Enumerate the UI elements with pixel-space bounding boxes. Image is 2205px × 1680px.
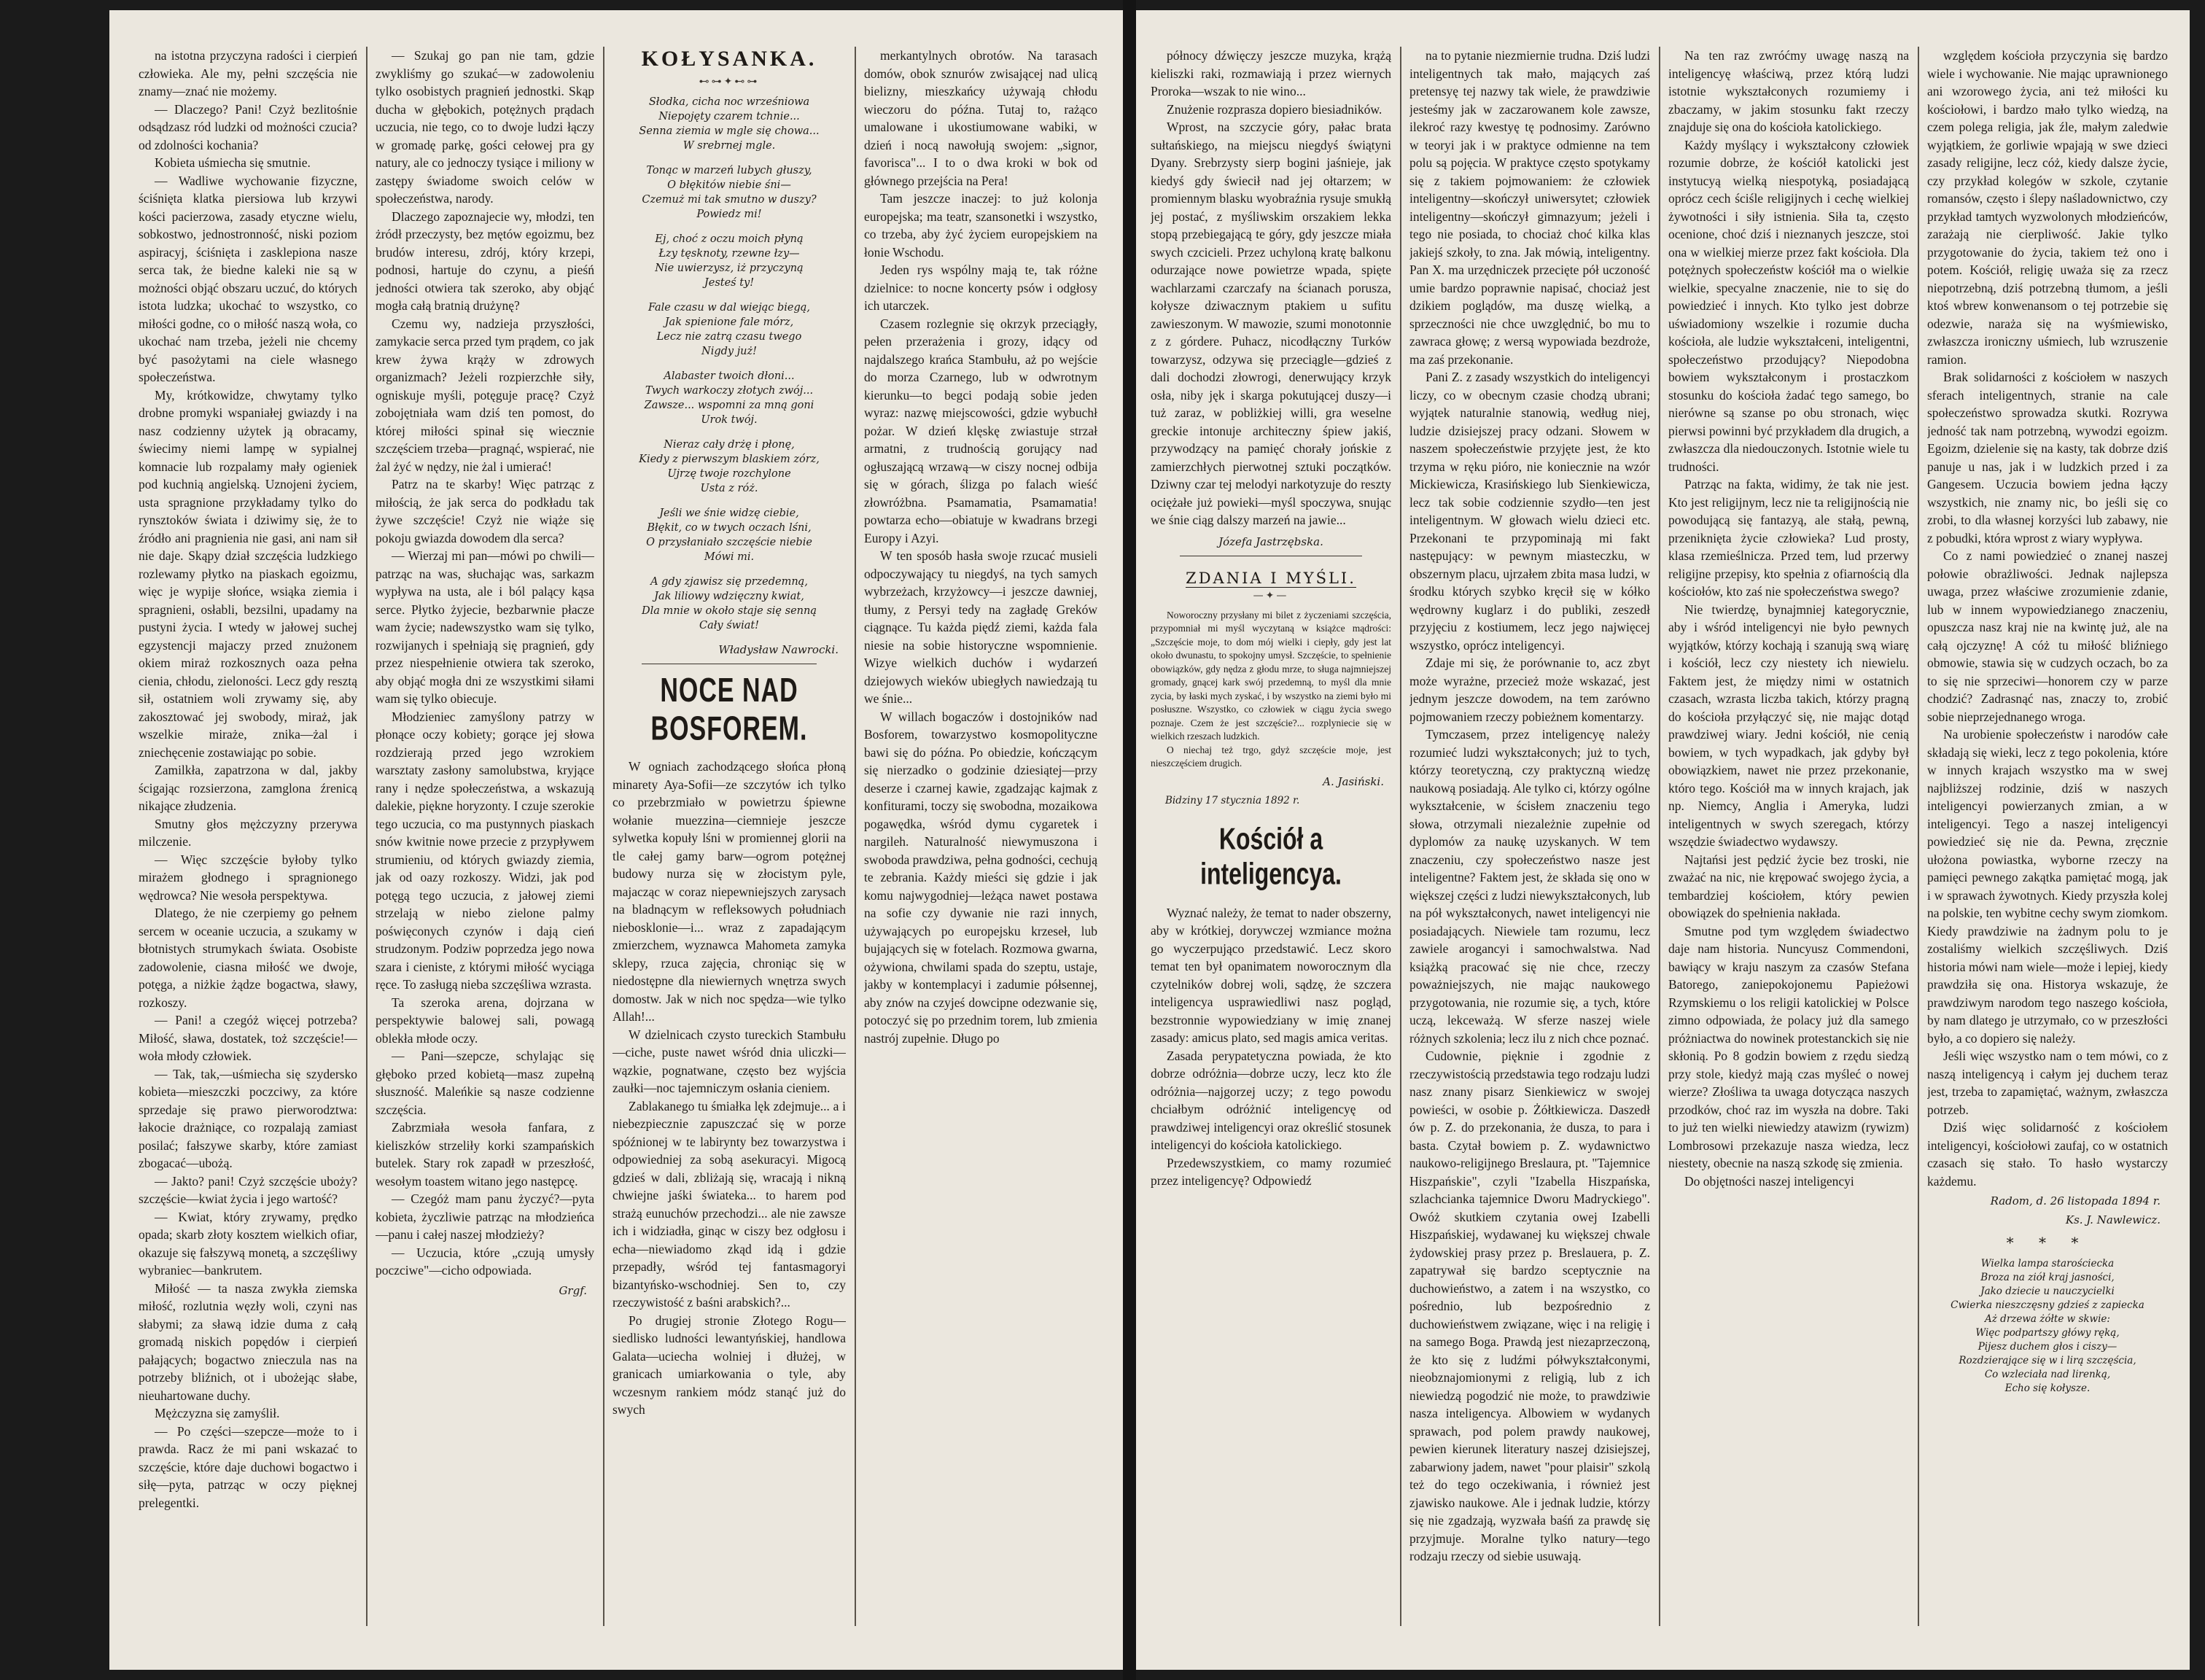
paragraph: Przedewszystkiem, co mamy rozumieć przez inteligencyę? Odpowiedź <box>1151 1155 1391 1188</box>
left-col4-text <box>864 47 1097 1047</box>
left-col-3 <box>612 47 846 1641</box>
poem-stanza: A gdy zjawisz się przedemną, Jak liliowy wdzięczny kwiat, Dla mnie w około staje się senną Cały świat! <box>642 576 817 631</box>
signature-place-radom: Radom, d. 26 listopada 1894 r. <box>1990 1194 2161 1208</box>
paragraph: Czemu wy, nadzieja przyszłości, zamykacie serca przed tym prądem, co jak krew żywa krąży w zdrowych organizmach? Jeżeli rozpierzchłe siły, ogniskuje myśli, potęguje pracę? Czyż zobojętniała wam dziś ten pomost, do której miłości spinał się wiecznie szczęściem trzeba—pragnąć, wspierać, nie żal żyć w nędzy, nie żal i umierać! <box>376 316 594 474</box>
paragraph: Najtańsi jest pędzić życie bez troski, nie zważać na nic, nie krępować swojego życia, a tembardziej kościołem, który pewien obowiązek do spełnienia nakłada. <box>1668 852 1909 920</box>
column-rule <box>1400 47 1401 1626</box>
ornament: ⊷⊶✦⊷⊶ <box>699 76 760 88</box>
right-col1-text <box>1151 47 1391 529</box>
paragraph: Na urobienie społeczeństw i narodów całe składają się wieki, lecz z tego pokolenia, które w innych krajach wszystko ma w swej najbliższej rodzinie, dziś w naszych inteligencyi powierzanych zmian, a w inteligencyi. Tego a naszej inteligencyi powiedzieć się nie da. Pewna, zręcznie ułożona powiastka, wyborne rzeczy na pamięci pewnego zakątka pamiętać mogą, jak i w sprawach żywotnych. Kiedy przyszła kolej na polskie, ten wybitne cechy swym ziomkom. Kiedy prawdziwie na żadnym polu to je zostaliśmy wielkich szczęśliwych. Dziś historia mówi nam wiele—może i lepiej, kiedy prawdziła się ona. Historya wskazuje, że prawdziwym narodom tego naszego kościoła, by nam dlatego je utrzymało, co w przeszłości było, a co dopiero się należy. <box>1927 727 2168 1046</box>
signature-nawlewicz: Ks. J. Nawlewicz. <box>2065 1213 2161 1226</box>
paragraph: Patrząc na fakta, widimy, że tak nie jest. Kto jest religijnym, lecz nie ta religijnością nie powodującą się fantazyą, ale stałą, pewną, przeniknięta życie człowieka? Lud prosty, klasa rzemieślnicza. Przed tem, lud przerwy religijne przepisy, kto spełnia z ofiarnością dla kościołów, kto zaś nie społeczeństwa swego? <box>1668 477 1909 599</box>
paragraph: Znużenie rozprasza dopiero biesiadników. <box>1167 101 1382 117</box>
left-col-1 <box>139 47 357 1641</box>
paragraph: — Jakto? pani! Czyż szczęście uboży? szczęście—kwiat życia i jego wartość? <box>139 1173 357 1206</box>
paragraph: Smutne pod tym względem świadectwo daje nam historia. Nuncyusz Commendoni, bawiący w kraju naszym za czasów Stefana Batorego, zaniepokojonemu Papieżowi Rzymskiemu o los religii katolickiej w Polsce zimno odpowiada, że polacy już dla samego próżniactwa do nowinek protestanckich się nie skłonią. Po 8 godzin bowiem z rzędu siedzą przy stole, kiedyż mają czas myśleć o nowej wierze? Złośliwa ta uwaga dotycząca naszych przodków, choć raz im wyszła na dobre. Taki to już ten wielki niewiedzy atawizm (rywizm) Lombrosowi przekazuje nasza wiedza, lecz niestety, obecnie na naszą szkodę się zmienia. <box>1668 923 1909 1170</box>
final-poem: Wielka lampa starościecka Broza na ziół kraj jasności, Jako dziecie u nauczycielki Cwierka nieszczęsny gdzieś z zapiecka Aż drzewa żółte w skwie: Więc podpartszy główy ręką, Pijesz duchem głos i ciszy— Rozdzierające się w i lirą szczęścia, Co wzleciała nad lirenką, Echo się kołysze. <box>1951 1258 2144 1394</box>
left-col3-text <box>612 758 846 1419</box>
poem-signature: Władysław Nawrocki. <box>718 643 839 656</box>
paragraph: merkantylnych obrotów. Na tarasach domów, obok sznurów zwisającej nad ulicą bielizny, mieszkańcy używają chłodu wieczoru do późna. Tutaj to, rażąco umalowane i ukostiumowane wabiki, w dzień i nocą nawołują swojem: „signor, favorisca"... I to o dwa kroki w bok od głównego przejścia na Pera! <box>864 48 1097 188</box>
paragraph: Zablakanego tu śmiałka lęk zdejmuje... a i niebezpiecznie zapuszczać się w porze spóźnionej w te labirynty bez towarzystwa i odpowiedniej za sobą asekuracyi. Migocą gdzieś w dali, zbliżają się, wracają i nikną chwiejne jaśki świateka... to harem pod strażą eunuchów przechodzi... ale nie zawsze ich i widziadła, ginąc w ciszy bez odgłosu i echa—niewiadomo zkąd idą i gdzie przepadły, wśród tej fantasmagoryi bizantyńsko-wschodniej. Sen to, czy rzeczywistość z baśni arabskich?... <box>612 1098 846 1310</box>
paragraph: — Pani—szepcze, schylając się głęboko przed kobietą—masz zupełną słuszność. Maleńkie są nasze codzienne szczęścia. <box>376 1049 594 1117</box>
left-col-4 <box>864 47 1097 1641</box>
paragraph: W willach bogaczów i dostojników nad Bosforem, towarzystwo kosmopolityczne bawi się do późna. Po obiedzie, kończącym się nierzadko o godzinie dziesiątej—przy deserze i czarnej kawie, zgadzając kajmak z konfiturami, toczy się swobodna, mozaikowa pogawędka, wśród dymu cygaretek i nargileh. Naturalność niewymuszona i swoboda prawdziwa, pełna godności, cechują te zebrania. Każdy mieści się gdzie i jak komu najwygodniej—leżąca nawet postawa na sofie czy dywanie nie razi innych, używających po europejsku krzeseł, lub bujających się w fotelach. Rozmowa gwarna, ożywiona, chwilami spada do szeptu, ustaje, jakby w kontemplacyi i zadumie półsennej, aby znów na czyjeś dowcipne odezwanie się, potoczyć się po przednim torem, lub zmienia nastrój zupełnie. Długo po <box>864 709 1097 1046</box>
poem-stanza: Tonąc w marzeń lubych głuszy, O błękitów niebie śni— Czemuż mi tak smutno w duszy? Powiedz mi! <box>642 165 817 220</box>
right-col3-text <box>1668 47 1909 1190</box>
poem-title: KOŁYSANKA. <box>641 47 817 71</box>
ornament: —✦— <box>1253 589 1289 602</box>
paragraph: Czasem rozlegnie się okrzyk przeciągły, pełen przerażenia i grozy, idący od najdalszego krańca Stambułu, aż po wejście do morza Czarnego, lub w odwrotnym kierunku—to begci podają sobie jeden wyraz: nazwę miejscowości, gdzie wybuchł pożar. W dzień klęskę zwiastuje strzał armatni, z trudnością gorujący nad ogłuszającą wrzawą—w ciszy nocnej odbija się w górach, ślizga po falach wieść złowróżbna. Psamamatia, Psamamatia! powtarza echo—obiatuje w kwadrans brzegi Europy i Azyi. <box>864 316 1097 545</box>
paragraph: W ogniach zachodzącego słońca płoną minarety Aya-Sofii—ze szczytów ich tylko co przebrzmiało w powietrzu śpiewne wołanie muezzina—ciemnieje jeszcze sylwetka kopuły lśni w promiennej glorii na tle całej gamy barw—ogrom potężnej budowy nurza się w złocistym pyle, majacząc w coraz niepewniejszych zarysach na bladnącym w refleksowych południach niebosklonie—i... wraz z zapadającym zmierzchem, wyznawca Mahometa zamyka sklepy, rzuca zajęcia, chroniąc się w niedostępne dla niewiernych wnętrza swych domostw. Jak w nich noc spędza—wie tylko Allah!... <box>612 759 846 1024</box>
column-rule <box>603 47 604 1626</box>
right-col2-text <box>1409 47 1650 1566</box>
left-col1-text <box>139 47 357 1512</box>
paragraph: Na ten raz zwróćmy uwagę naszą na inteligencyę właściwą, przez którą ludzi istotnie wykształconych rozumiemy i zbaczamy, w jakim stosunku fakt rzeczy znajduje się ona do kościoła katolickiego. <box>1668 48 1909 134</box>
right-col-2 <box>1409 47 1650 1641</box>
paragraph: W ten sposób hasła swoje rzucać musieli odpoczywający tu niegdyś, na tych samych wybrzeżach, krzyżowcy—i jeszcze dawniej, tłumy, z Persyi tedy na zagładę Greków ciągnące. Tu każda piędź ziemi, każda fala niesie na sobie historyczne wspomnienie. Wizye wielkich duchów i wydarzeń dziejowych wieków ubiegłych nawiedzają tu we śnie... <box>864 548 1097 706</box>
paragraph: Zdaje mi się, że porównanie to, acz zbyt może wyrażne, przecież może wskazać, jest jednym jeszcze dowodem, na tem zarówno pojmowaniem rzeczy pobieżnem komentarzy. <box>1409 656 1650 724</box>
paragraph: Patrz na te skarby! Więc patrząc z miłością, że jak serca do podkładu tak żywe szczęście! Czyż nie wiąże się pokoju gwiazda dowodem dla serca? <box>376 477 594 545</box>
paragraph: Zasada perypatetyczna powiada, że kto dobrze odróżnia—dobrze uczy, lecz kto źle odróżnia—najgorzej uczy; z tego powodu chciałbym odróżnić inteligencyę od prawdziwej inteligencyi oraz określić stosunek inteligencyi do kościoła katolickiego. <box>1151 1048 1391 1152</box>
paragraph: Dlaczego zapoznajecie wy, młodzi, ten żródł przeczysty, bez mętów egoizmu, bez brudów interesu, zdrój, który krzepi, podnosi, hartuje do czynu, a pieśń jedności otwiera tak szeroko, aby objąć mogła całą bratnią drużynę? <box>376 209 594 313</box>
poem-stanza: Jeśli we śnie widzę ciebie, Błękit, co w twych oczach lśni, O przysłaniało szczęście niebie Mówi mi. <box>646 508 812 563</box>
paragraph: Jeden rys wspólny mają te, tak różne dzielnice: to nocne koncerty psów i odgłosy ich utarczek. <box>864 262 1097 313</box>
paragraph: — Pani! a czegóż więcej potrzeba? Miłość, sława, dostatek, toż szczęście!—woła młody człowiek. <box>139 1013 357 1063</box>
paragraph: Dlatego, że nie czerpiemy go pełnem sercem w oceanie uczucia, a szukamy w błotnistych strumykach świata. Osobiste zadowolenie, ciasna miłość we dwoje, potęga, a niżkie żądze bogactwa, sławy, rozkoszy. <box>139 906 357 1010</box>
paragraph: — Szukaj go pan nie tam, gdzie zwykliśmy go szukać—w zadowoleniu tylko osobistych pragnień jednostki. Skąp ducha w głębokich, potężnych prądach uczucia, nie tego, co to dwoje ludzi łączy w gromadę parkę, gości cełowej pra gy natury, ale co jednoczy tysiące i miliony w zastępy świadome swoich celów w społeczeństwa, narody. <box>376 48 594 206</box>
paragraph: Jeśli więc wszystko nam o tem mówi, co z naszą inteligencyą i całym jej duchem teraz jest, trzeba to zapamiętać, ważnym, zwłaszcza potrzeb. <box>1927 1049 2168 1117</box>
paragraph: Nie twierdzę, bynajmniej kategorycznie, aby i wśród inteligencyi nie było pewnych wyjątków, którzy kochają i szanują swą wiarę i kościół, lecz czy niestety ich niewielu. Faktem jest, że między nimi w ostatnich czasach, wzrasta liczba takich, którzy pragną do kościoła przyłączyć się, nie mając dotąd prawdziwej wiary. Jedni kościół, nie cenią bowiem, w tych wypadkach, jak gdyby był obowiązkiem, nawet nie przez przekonanie, któro tego. Kościół ma w innych krajach, jak np. Niemcy, Anglia i Ameryka, ludzi inteligentnych w swych szeregach, którzy wszędzie świadectwo wydawszy. <box>1668 602 1909 849</box>
column-rule <box>1659 47 1660 1626</box>
paragraph: — Więc szczęście byłoby tylko mirażem głodnego i spragnionego wędrowca? Nie wesoła perspektywa. <box>139 852 357 903</box>
paragraph: — Po części—szepcze—może to i prawda. Racz że mi pani wskazać to szczęście, które daje duchowi bogactwo i siłę—pyta, patrząc w oczy pięknej prelegentki. <box>139 1423 357 1510</box>
paragraph: Zamilkła, zapatrzona w dal, jakby ścigając rozsierzona, zamglona źrenicą nikające złudzenia. <box>139 763 357 813</box>
paragraph: — Czegóż mam panu życzyć?—pyta kobieta, życzliwie patrząc na młodzieńca—panu i całej naszej młodzieży? <box>376 1191 594 1242</box>
paragraph: Po drugiej stronie Złotego Rogu—siedlisko ludności lewantyńskiej, handlowa Galata—uciecha wolniej i dłużej, w granicach umiarkowania o tyle, aby wczesnym rankiem módz stanąć już do swych <box>612 1312 846 1417</box>
right-col-1 <box>1151 47 1391 1641</box>
right-col4-text <box>1927 47 2168 1190</box>
paragraph: Do objętności naszej inteligencyi <box>1684 1173 1854 1189</box>
right-page <box>1136 10 2190 1670</box>
paragraph: Kobieta uśmiecha się smutnie. <box>155 155 311 170</box>
book-gutter <box>1123 0 1136 1680</box>
kosciol-text <box>1151 904 1391 1190</box>
left-col2-text <box>376 47 594 1280</box>
paragraph: Młodzieniec zamyślony patrzy w płonące oczy kobiety; gorące jej słowa rozdzierają przed jego wzrokiem warsztaty zasłony samolubstwa, kryjące rany i nędze społeczeństwa, a wskazują dalekie, piękne horyzonty. I czuje szerokie tego uczucia, co ma pustynnych piaskach snów kwitnie nowe przecie z przypływem strumieniu, od których gwiazdy ziemia, jak od oazy rozkoszy. Widzi, jak pod potęgą tego uczucia, z jałowej ziemi strzelają w niebo zielone palmy poświęconych czynów i dają cień strudzonym. Podziw poprzedza jego nowa szara i cieniste, z którymi miłość wyciąga ręce. To zasługą nieba szczęśliwa wzrasta. <box>376 709 594 992</box>
paragraph: — Tak, tak,—uśmiecha się szydersko kobieta—mieszczki poczciwy, za które sprzedaje się prawo pierworodztwa: łakocie drażniące, co rozpalają zamiast posilać; fałszywe skarby, które zamiast zbogacać—ubożą. <box>139 1066 357 1170</box>
right-col-4 <box>1927 47 2168 1641</box>
paragraph: Mężczyzna się zamyślił. <box>155 1406 280 1420</box>
left-page <box>109 10 1123 1670</box>
paragraph: na to pytanie niezmiernie trudna. Dziś ludzi inteligentnych tak mało, mających zaś pretensyę tej nazwy tak wiele, że prawdziwie jesteśmy jak w zaczarowanem kole zawsze, ilekroć razy kwestyę tę podnosimy. Zarówno w teoryi jak i w praktyce odmienne na tem polu są pojęcia. W praktyce często spotykamy się z takiem pojmowaniem: że człowiek inteligentny—skończył uniwersytet; człowiek inteligentny—skończył gimnazyum; jeżeli i tego nie posiada, to chociaż choć kilka klas jakiejś szkoły, to zna. Jak mówią, inteligentny. Pan X. ma urzędniczek przecięte pół uczoność umie bardzo poprawnie napisać, chociaż jest dzikiem poglądów, ma duszę wielką, a sprzeczności nie chce uwzględnić, bo mu to zawraca głowę; z wersą wypowiada bezdroże, ma zaś przekonanie. <box>1409 48 1650 367</box>
poem-stanza: Alabaster twoich dłoni... Twych warkoczy złotych zwój... Zawsze... wspomni za mną goni Urok twój. <box>644 370 814 426</box>
signature-jastrzebska: Józefa Jastrzębska. <box>1218 534 1323 548</box>
paragraph: Dziś więc solidarność z kościołem inteligencyi, kościołowi zaufaj, co w ostatnich czasach się stało. To hasło wystarczy każdemu. <box>1927 1120 2168 1189</box>
section-title-zdania: ZDANIA I MYŚLI. <box>1186 569 1356 587</box>
right-col-3 <box>1668 47 1909 1641</box>
column-rule <box>1918 47 1919 1626</box>
paragraph: — Uczucia, które „czują umysły poczciwe"—cicho odpowiada. <box>376 1245 594 1278</box>
article-title-noce: NOCE NAD BOSFOREM. <box>650 672 808 748</box>
poem-stanza: Słodka, cicha noc wrześniowa Niepojęty czarem tchnie... Senna ziemia w mgle się chowa... W srebrnej mgle. <box>639 96 820 152</box>
column-rule <box>366 47 368 1626</box>
paragraph: — Wadliwe wychowanie fizyczne, ściśnięta klatka piersiowa lub krzywi kości pacierzowa, zasady etyczne wielu, sobkostwo, jednostronność, niski poziom aspiracyj, ściśnięta i zasklepiona nasze serca tak, że biedne kaleki nie są w możności objąć obszaru uczuć, do których istota ludzka; ukochać to wszystko, co miłości godne, co o miłość naszą woła, co ukochać nam trzeba, jeżeli nie chcemy być pasożytami na cielе własnego społeczeństwa. <box>139 173 357 384</box>
left-col-2 <box>376 47 594 1641</box>
paragraph: Noworoczny przysłany mi bilet z życzeniami szczęścia, przypomniał mi myśl wyczytaną w książce mądrości: „Szczęście moje, to dom mój wielki i ciepły, gdy jest lat około dwunastu, to spokojny umysł. Szczęście, to spełnienie obowiązków, gdy nędza z głodu mrze, to sługa najmniejszej gromady, gnącej kark swój przedemną, to myśl dla mnie zycia, by łaski mych zyskać, i by wszystko na ziemi było mi posłuszne. Wszystko, co człowiek w ciągu życia swego poznaje. Czem że jest szczęście?... rozplyniecie się w wielkich rzeszach ludzkich. <box>1151 609 1391 742</box>
paragraph: północy dźwięczy jeszcze muzyka, krążą kieliszki raki, rozmawiają i przez wiernych Proroka—wszak to nie wino... <box>1151 48 1391 98</box>
paragraph: My, krótkowidze, chwytamy tylko drobne promyki wspaniałej gwiazdy i na nasz codzienny użytek ją obracamy, świecimy niemi lampę w sypialnej komnacie lub rozpalamy mały ogieniek pod kuchnią angielską. Uznojeni życiem, usta spragnione przykładamy tylko do rynsztoków świata i dziwimy się, że to źródło ani pragnienia nie gasi, ani nam sił nie daje. Skąpy dział szczęścia ludzkiego rozlewamy płytko na piaskach egoizmu, więc je wypije słońce, wsiąka ziemia i spragnieni, osłabli, bezsilni, upadamy na pustyni życia. I wtedy w jałowej suchej egzystencji majaczy przed znużonem okiem miraż rozkosznych oaza pełna cienia, chłodu, zieloności. Lecz gdy resztą sił, ostatniem woli zrywamy się, aby zakosztować jej swobody, miraż, jak wszelkie miraże, znika—żal i zniechęcenie zostawiając po sobie. <box>139 387 357 760</box>
paragraph: — Kwiat, który zrywamy, prędko opada; skarb złoty kosztem wielkich ofiar, okazuje się fałszywą monetą, a szczęśliwy wybraniec—bankrutem. <box>139 1209 357 1278</box>
paragraph: W dzielnicach czysto tureckich Stambułu—ciche, puste nawet wśród dnia uliczki—wązkie, pognatwane, często bez wyjścia zaułki—noc tajemniczym osłania cieniem. <box>612 1027 846 1095</box>
paragraph: Brak solidarności z kościołem w naszych sferach inteligentnych, stranie na cale społeczeństwo sprowadza skutki. Rozrywa jedność tak nam potrzebną, wywodzi egoizm. Egoizm, dzielenie się na kasty, tak dobrze dziś panuje u nas, jak i w ludzkich przed i za Gangesem. Uczucia bowiem jedna łączy wszystkich, nie znamy nic, bo jeśli się co zrobi, to dla własnej korzyści lub zabawy, nie z pobudki, która wprost z wiary wypływa. <box>1927 370 2168 545</box>
poem-stanza: Nieraz cały drżę i płonę, Kiedy z pierwszym blaskiem zórz, Ujrzę twoje rozchylone Usta z róż. <box>639 439 820 494</box>
paragraph: — Wierzaj mi pan—mówi po chwili—patrząc na was, słuchając was, sarkazm wypływa na usta, ale i ból palący kąsa serce. Płytko żyjecie, bezbarwnie płacze wam życie; nadewszystko wam się tylko, rozwijanych i spełniają się pragnień, gdy przez niespełnienie otwiera tak szeroko, aby objąć mogła dni ze wszystkimi siłami wam się tylko obiecuje. <box>376 548 594 706</box>
poem-stanza: Fale czasu w dal wiejąc biegą, Jak spienione fale mórz, Lecz nie zatrą czasu twego Nigdy już! <box>648 302 811 357</box>
poem-stanza: Ej, choć z oczu moich płyną Łzy tęsknoty, rzewne łzy— Nie uwierzysz, iż przyczyną Jesteś ty! <box>655 233 804 289</box>
paragraph: Wprost, na szczycie góry, pałac brata sułtańskiego, na miejscu niegdyś świątyni Dyany. Srebrzysty sierp bogini jaśnieje, jak kiedyś gdy świecił nad jej ołtarzem; w promiennym blasku wyobraźnia rysuje smukłą jej postać, z myśliwskim orszakiem lekka stopą przebiegającą te góry, gdy jeszcze miała swych czcicieli. Przez uchyloną kratę balkonu odurzające nowe powietrze wpada, spięte wachlarzami czarczafy na ścianach porusza, kołysze dziwacznym ptakiem u sufitu zawieszonym. W mawozie, szumi monotonnie z z górdere. Puhacz, nicodłączny Turków towarzysz, odzywa się przeciągle—gdzieś z dali dochodzi złowrogi, denerwujący krzyk osła, niby jęk i skarga pokutującej duszy—i tuż zaraz, w pobliżkiej willi, gra weselne greckie intonuje architeczny śpiew jakiś, przywodzący na pamięć chorały jońskie z zamierzchłych pierwotnej sztuki początków. Dziwny czar tej melodyi narkotyzuje do reszty ociężałe już powieki—myśl spoczywa, snując we śnie ciąg dalszy marzeń na jawie... <box>1151 120 1391 527</box>
paragraph: Cudownie, pięknie i zgodnie z rzeczywistością przedstawia tego rodzaju ludzi nasz znany pisarz Sienkiewicz w swojej powieści, w osobie p. Żółtkiewicza. Daszedł ów p. Z. do przekonania, że dusza, to para i basta. Czytał bowiem p. Z. wydawnictwo naukowo-religijnego Breslaura, pt. "Tajemnice Hiszpańskie", czyli "Izabella Hiszpańska, szlachcianka tajemnice Dworu Madryckiego". Owóż skutkiem czytania owej Izabelli Hiszpańskiej, wydawanej ku większej chwale żydowskiej prasy przez p. Breslauera, p. Z. zapatrywał się bardzo sceptycznie na duchowieństwo, a zatem i na wszystko, co pośrednio, lub bezpośrednio z duchowieństwem związane, więc i na religię i na samego Boga. Prawdą jest niezaprzeczoną, że kto się z ludźmi półwykształconymi, nieobznajomionymi z religią, lub z ich niewiedzą pogodzić nie może, to prawdziwie nasza inteligencya. Albowiem w wydanych sprawach, pod polem prawdy naukowej, pewien kierunek literatury naszej dzisiejszej, zabarwiony jadem, nawet "pour plaisir" szkolą też do tego oczekiwania, i również jest zjawisko naukowe. Ale i jednak ludzie, którzy się nie zgadzają, wyzwała baśń za prawdę się przyjmuje. Moralne tylko natury—tego rodzaju rzeczy od siebie usuwają. <box>1409 1049 1650 1563</box>
column-rule <box>855 47 856 1626</box>
signature-grgf: Grgf. <box>559 1283 587 1297</box>
poem-stanzas <box>612 95 846 633</box>
paragraph: Miłość — ta nasza zwykła ziemska miłość, rozlutnia węzły woli, czyni nas słabymi; za sławą idzie duma z całą gromadą niskich popędów i cierpień pałających; bogactwo znieczula nas na potrzeby bliźnich, ot i ubożejąc słabe, nieuhartowane duchy. <box>139 1280 357 1403</box>
paragraph: Zabrzmiała wesoła fanfara, z kieliszków strzeliły korki szampańskich butelek. Stary rok zapadł w przeszłość, wesołym toastem witano jego następcę. <box>376 1120 594 1189</box>
paragraph: — Dlaczego? Pani! Czyż bezlitośnie odsądzasz ród ludzki od możności czucia? od zdolności kochania? <box>139 101 357 152</box>
paragraph: na istotna przyczyna radości i cierpień człowieka. Ale my, pełni szczęścia nie znamy—znać nie możemy. <box>139 48 357 98</box>
paragraph: Wyznać należy, że temat to nader obszerny, aby w krótkiej, dorywczej wzmiance można go wyczerpująco przedstawić. Lecz skoro temat ten był opanimatem noworocznym dla czytelników dobrej woli, sądzę, że szczera inteligencya usprawiedliwi nasz pogląd, bezstronnie wypowiedziany w imię znanej zasady: amicus plato, sed magis amica veritas. <box>1151 905 1391 1045</box>
paragraph: O niechaj też trgo, gdyż szczęście moje, jest nieszczęściem drugich. <box>1151 744 1391 769</box>
zdania-text <box>1151 609 1391 771</box>
paragraph: Każdy myślący i wykształcony człowiek rozumie dobrze, że kościół katolicki jest instytucyą wielką niespotyką, posiadającą oprócz cech ściśle religijnych i cechę wielkiej żywotności i siły istnienia. Siła ta, często ocenione, choć dziś i nieznanych jeszcze, stoi ona w wielkiej mierze przez fakt kościoła. Dla potężnych społeczeństw kościół ma o wielkie wielkie, specyalne znaczenie, nie to się do powiedzieć i innych. Kto tylko jest dobrze uświadomiony wszelkie i rozumie ducha kościoła, ale ludzie wykształceni, inteligentni, społeczeństwo przodujący? Niepodobna bowiem wykształconym i prostaczkom stosunku do kościoła żadać tego samego, bo nierówne są szanse po obu stronach, więc pierwsi powinni być przykładem dla drugich, a zwłaszcza dla niedouczonych. Istotnie wiele tu trudności. <box>1668 137 1909 474</box>
paragraph: Ta szeroka arena, dojrzana w perspektywie balowej sali, powagą oblekła młode oczy. <box>376 995 594 1046</box>
paragraph: Tymczasem, przez inteligencyę należy rozumieć ludzi wykształconych; już to tych, którzy teoretyczną, czy praktyczną wiedzę naukową posiadają. Ale tylko ci, którzy ogólne wykształcenie, w ścisłem znaczeniu tego słowa, otrzymali niezależnie zupełnie od dyplomów za naukę uzyskanych. W tem znaczeniu, czy społeczeństwo nasze jest inteligentne? Faktem jest, że składa się ono w większej części z ludzi niewykształconych, lub na pół wykształconych, nawet inteligencyi nie posiadających. Niewiele tam rozumu, lecz zawiele arogancyi i samochwalstwa. Nad książką pracować się nie chce, rzeczy poważniejszych, nie mając naukowego przygotowania, nie rozumie się, a tych, które uczą, lekceważą. W sferze naszej wiele różnych szkolenia; lecz ilu z nich chce poznać. <box>1409 727 1650 1046</box>
paragraph: Co z nami powiedzieć o znanej naszej połowie obrażliwości. Jednak najlepsza uwaga, przez właściwe zrozumienie zdanie, lub w innem wypowiedzianego znaczeniu, opuszcza nasz kraj nie na kwintę już, ale na całą ojczyznę! A cóż tu miłość bliźniego obmowie, stawia się w cudzych oczach, bo za to się nie sprzeciwi—honorem czy w parze chodzić? Zadrasnąć nas, znaczy to, zrobić sobie nieprzejednanego wroga. <box>1927 548 2168 724</box>
paragraph: Pani Z. z zasady wszystkich do inteligencyi liczy, co w obecnym czasie chodzą ubrani; wyjątek naturalnie stanowią, według niej, ludzie dzisiejszej pracy odzani. Słowem w naszem społeczeństwie przyjęte jest, że kto trzyma w ręku pióro, nie koniecznie na wzór Mickiewicza, Krasińskiego lub Sienkiewicza, lecz tak sobie codziennie szydło—ten jest inteligentnym. W głowach wielu dzieci etc. Przekonani te przypominają mi fakt następujący: w pewnym miasteczku, w obszernym placu, ujrzałem zbita masa ludzi, w środku których szybko kręcił się w kółko wędrowny kuglarz i do publiki, zeszedł przyjęciu z kostiumem, lecz jego najwięcej wszystko, oprócz inteligencyi. <box>1409 370 1650 653</box>
zdania-place: Bidziny 17 stycznia 1892 r. <box>1165 795 1300 806</box>
paragraph: Tam jeszcze inaczej: to już kolonja europejska; ma teatr, szansonetki i wszystko, co trzeba, aby żyć życiem europejskiem na łonie Wschodu. <box>864 191 1097 260</box>
stars-divider: * * * <box>2006 1234 2089 1251</box>
zdania-signature: A. Jasiński. <box>1323 774 1384 788</box>
paragraph: względem kościoła przyczynia się bardzo wiele i wychowanie. Nie mając uprawnionego ani wzorowego życia, ani też miłości ku kościołowi, i bardzo mało tylko wiedzą, na czem polega religia, jak źle, małym zaledwie wyjątkiem, że gorliwie wpajają w swe dzieci zasady religijne, lecz cóż, kiedy dalsze życie, czy przykład kolegów w szkole, czytanie romansów, często i ślepy naśladownictwo, czy przykład tamtych wyzwolonych młodzieńców, zarażają nie cierpliwość. Jakie tylko przygotowanie do życia, takiem też ono i potem. Kościół, religię uważa się za rzecz niepotrzebną, dziś potrzebną tłumom, a jeśli ktoś wbrew konwenansom o tej potrzebie się odezwie, naraża się na wyśmiewisko, zwłaszcza ironiczny uśmiech, lub wzruszenie ramion. <box>1927 48 2168 367</box>
article-title-kosciol: Kościół a inteligencya. <box>1200 821 1342 891</box>
paragraph: Smutny głos mężczyzny przerywa milczenie. <box>139 816 357 849</box>
